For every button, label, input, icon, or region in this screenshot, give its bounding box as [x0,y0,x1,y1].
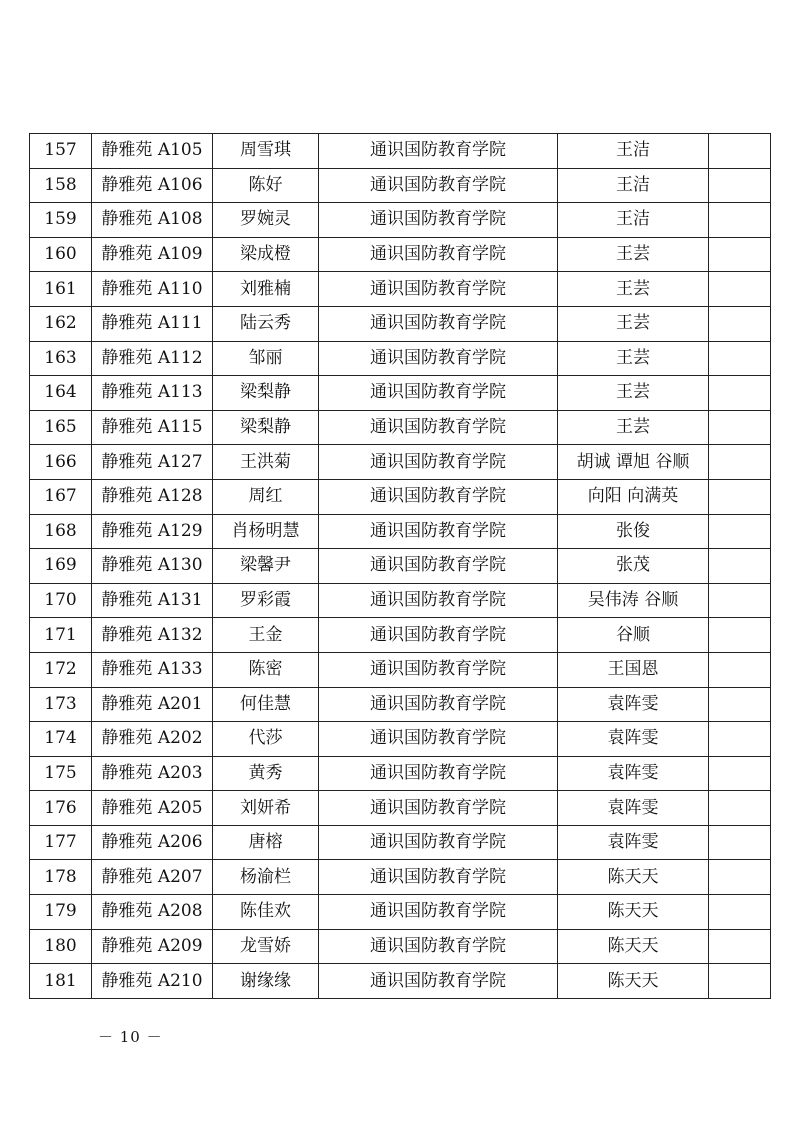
cell-student-name: 梁成橙 [213,237,319,272]
table-row [30,687,771,722]
cell-student-name: 邹丽 [213,341,319,376]
cell-dorm-room: 静雅苑 A129 [92,514,213,549]
cell-college: 通识国防教育学院 [319,549,558,584]
cell-college: 通识国防教育学院 [319,618,558,653]
cell-student-name: 陈密 [213,652,319,687]
cell-college: 通识国防教育学院 [319,341,558,376]
cell-remarks [709,203,771,238]
cell-student-name: 周红 [213,479,319,514]
cell-student-name: 陈好 [213,168,319,203]
cell-teacher: 王洁 [558,168,709,203]
cell-dorm-room: 静雅苑 A109 [92,237,213,272]
cell-row-number: 176 [30,791,92,826]
cell-teacher: 陈天天 [558,929,709,964]
cell-teacher: 胡诚 谭旭 谷顺 [558,445,709,480]
cell-student-name: 黄秀 [213,756,319,791]
cell-remarks [709,929,771,964]
cell-student-name: 龙雪娇 [213,929,319,964]
cell-row-number: 162 [30,306,92,341]
cell-row-number: 180 [30,929,92,964]
cell-row-number: 178 [30,860,92,895]
cell-remarks [709,687,771,722]
cell-teacher: 陈天天 [558,895,709,930]
cell-remarks [709,722,771,757]
cell-dorm-room: 静雅苑 A202 [92,722,213,757]
cell-remarks [709,791,771,826]
cell-student-name: 刘妍希 [213,791,319,826]
cell-remarks [709,134,771,169]
table-row [30,895,771,930]
cell-college: 通识国防教育学院 [319,410,558,445]
cell-row-number: 171 [30,618,92,653]
cell-remarks [709,341,771,376]
cell-student-name: 梁梨静 [213,376,319,411]
table-row [30,964,771,999]
cell-remarks [709,964,771,999]
cell-student-name: 罗彩霞 [213,583,319,618]
cell-dorm-room: 静雅苑 A115 [92,410,213,445]
cell-college: 通识国防教育学院 [319,376,558,411]
cell-row-number: 164 [30,376,92,411]
cell-remarks [709,825,771,860]
cell-dorm-room: 静雅苑 A110 [92,272,213,307]
cell-college: 通识国防教育学院 [319,756,558,791]
cell-row-number: 179 [30,895,92,930]
cell-dorm-room: 静雅苑 A201 [92,687,213,722]
cell-college: 通识国防教育学院 [319,168,558,203]
cell-teacher: 王芸 [558,306,709,341]
cell-dorm-room: 静雅苑 A206 [92,825,213,860]
cell-row-number: 159 [30,203,92,238]
cell-teacher: 袁阵雯 [558,791,709,826]
table-row [30,618,771,653]
table-row [30,549,771,584]
cell-dorm-room: 静雅苑 A131 [92,583,213,618]
cell-teacher: 王芸 [558,341,709,376]
cell-dorm-room: 静雅苑 A108 [92,203,213,238]
cell-college: 通识国防教育学院 [319,479,558,514]
cell-teacher: 张俊 [558,514,709,549]
cell-dorm-room: 静雅苑 A207 [92,860,213,895]
cell-student-name: 周雪琪 [213,134,319,169]
cell-remarks [709,376,771,411]
cell-remarks [709,652,771,687]
cell-row-number: 167 [30,479,92,514]
table-row [30,583,771,618]
cell-dorm-room: 静雅苑 A130 [92,549,213,584]
cell-row-number: 170 [30,583,92,618]
cell-student-name: 肖杨明慧 [213,514,319,549]
table-row [30,134,771,169]
cell-teacher: 王洁 [558,203,709,238]
cell-student-name: 唐榕 [213,825,319,860]
table-row [30,376,771,411]
cell-college: 通识国防教育学院 [319,514,558,549]
cell-college: 通识国防教育学院 [319,237,558,272]
table-row [30,860,771,895]
page-number: － 10 － [98,1028,163,1046]
cell-row-number: 165 [30,410,92,445]
cell-dorm-room: 静雅苑 A111 [92,306,213,341]
cell-student-name: 王金 [213,618,319,653]
cell-dorm-room: 静雅苑 A132 [92,618,213,653]
cell-college: 通识国防教育学院 [319,791,558,826]
table-row [30,341,771,376]
cell-college: 通识国防教育学院 [319,722,558,757]
cell-dorm-room: 静雅苑 A106 [92,168,213,203]
table-row [30,756,771,791]
table-row [30,306,771,341]
table-row [30,514,771,549]
cell-row-number: 173 [30,687,92,722]
cell-dorm-room: 静雅苑 A127 [92,445,213,480]
cell-teacher: 王国恩 [558,652,709,687]
table-row [30,445,771,480]
cell-student-name: 何佳慧 [213,687,319,722]
cell-row-number: 175 [30,756,92,791]
cell-teacher: 王芸 [558,237,709,272]
cell-teacher: 袁阵雯 [558,722,709,757]
cell-teacher: 王芸 [558,376,709,411]
cell-dorm-room: 静雅苑 A113 [92,376,213,411]
cell-college: 通识国防教育学院 [319,583,558,618]
cell-student-name: 刘雅楠 [213,272,319,307]
table-row [30,272,771,307]
cell-row-number: 160 [30,237,92,272]
cell-teacher: 王洁 [558,134,709,169]
cell-teacher: 谷顺 [558,618,709,653]
cell-remarks [709,410,771,445]
cell-row-number: 163 [30,341,92,376]
cell-row-number: 177 [30,825,92,860]
cell-remarks [709,514,771,549]
cell-remarks [709,237,771,272]
cell-teacher: 陈天天 [558,860,709,895]
cell-row-number: 169 [30,549,92,584]
cell-dorm-room: 静雅苑 A105 [92,134,213,169]
cell-dorm-room: 静雅苑 A209 [92,929,213,964]
cell-student-name: 代莎 [213,722,319,757]
cell-college: 通识国防教育学院 [319,825,558,860]
cell-teacher: 王芸 [558,272,709,307]
cell-remarks [709,479,771,514]
cell-college: 通识国防教育学院 [319,306,558,341]
roster-table-body [30,134,771,999]
cell-student-name: 梁馨尹 [213,549,319,584]
cell-teacher: 袁阵雯 [558,825,709,860]
cell-dorm-room: 静雅苑 A208 [92,895,213,930]
cell-remarks [709,895,771,930]
cell-dorm-room: 静雅苑 A210 [92,964,213,999]
cell-teacher: 袁阵雯 [558,756,709,791]
table-row [30,722,771,757]
cell-row-number: 158 [30,168,92,203]
table-row [30,203,771,238]
cell-row-number: 172 [30,652,92,687]
cell-remarks [709,549,771,584]
cell-college: 通识国防教育学院 [319,652,558,687]
cell-teacher: 王芸 [558,410,709,445]
cell-row-number: 168 [30,514,92,549]
cell-remarks [709,445,771,480]
cell-dorm-room: 静雅苑 A205 [92,791,213,826]
cell-dorm-room: 静雅苑 A133 [92,652,213,687]
cell-student-name: 陈佳欢 [213,895,319,930]
cell-teacher: 吴伟涛 谷顺 [558,583,709,618]
cell-dorm-room: 静雅苑 A203 [92,756,213,791]
cell-teacher: 袁阵雯 [558,687,709,722]
cell-row-number: 157 [30,134,92,169]
table-row [30,237,771,272]
cell-remarks [709,583,771,618]
cell-college: 通识国防教育学院 [319,895,558,930]
cell-student-name: 谢缘缘 [213,964,319,999]
cell-dorm-room: 静雅苑 A112 [92,341,213,376]
cell-row-number: 166 [30,445,92,480]
cell-teacher: 张茂 [558,549,709,584]
cell-college: 通识国防教育学院 [319,445,558,480]
cell-row-number: 181 [30,964,92,999]
table-row [30,791,771,826]
cell-remarks [709,272,771,307]
cell-college: 通识国防教育学院 [319,860,558,895]
table-row [30,168,771,203]
cell-remarks [709,306,771,341]
dormitory-roster-table [29,133,771,999]
cell-college: 通识国防教育学院 [319,964,558,999]
cell-student-name: 陆云秀 [213,306,319,341]
cell-college: 通识国防教育学院 [319,134,558,169]
cell-college: 通识国防教育学院 [319,687,558,722]
table-row [30,479,771,514]
table-row [30,410,771,445]
cell-student-name: 杨渝栏 [213,860,319,895]
cell-row-number: 174 [30,722,92,757]
cell-college: 通识国防教育学院 [319,203,558,238]
cell-remarks [709,756,771,791]
cell-dorm-room: 静雅苑 A128 [92,479,213,514]
cell-teacher: 向阳 向满英 [558,479,709,514]
cell-remarks [709,168,771,203]
cell-student-name: 王洪菊 [213,445,319,480]
table-row [30,929,771,964]
cell-remarks [709,860,771,895]
cell-teacher: 陈天天 [558,964,709,999]
cell-college: 通识国防教育学院 [319,929,558,964]
table-row [30,652,771,687]
table-row [30,825,771,860]
cell-student-name: 罗婉灵 [213,203,319,238]
cell-student-name: 梁梨静 [213,410,319,445]
cell-remarks [709,618,771,653]
cell-row-number: 161 [30,272,92,307]
cell-college: 通识国防教育学院 [319,272,558,307]
